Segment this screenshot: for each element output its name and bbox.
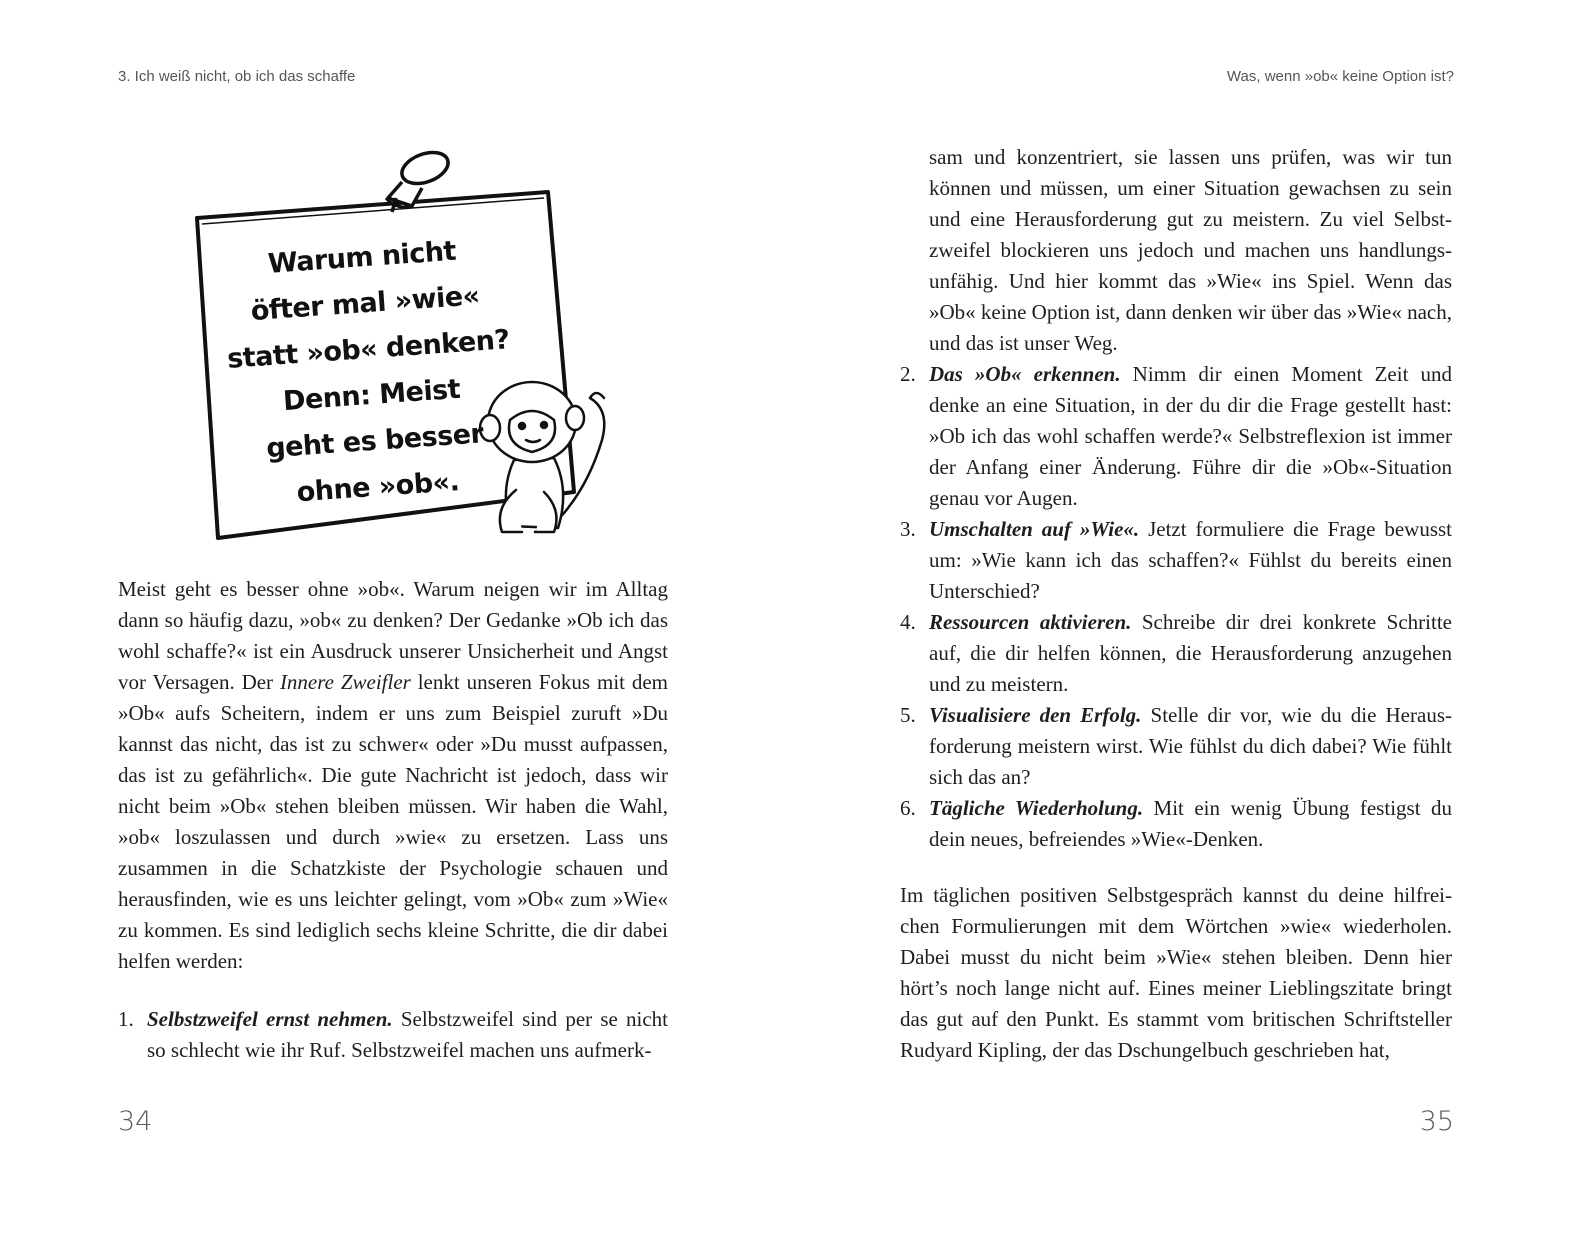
note-line: ohne »ob«.	[295, 466, 461, 509]
note-text	[181, 223, 559, 523]
list-number: 4.	[900, 610, 916, 634]
pinned-note-illustration	[150, 140, 650, 570]
list-number: 1.	[118, 1007, 134, 1031]
list-item	[900, 514, 1452, 607]
step-title: Tägliche Wiederholung.	[929, 796, 1144, 820]
inner-doubter-term: Innere Zweifler	[279, 670, 411, 694]
note-line: statt »ob« denken?	[226, 324, 511, 375]
step-title: Visualisiere den Erfolg.	[929, 703, 1142, 727]
note-line: Warum nicht	[266, 235, 457, 280]
steps-list-right	[900, 142, 1452, 855]
page-number-left: 34	[118, 1106, 153, 1137]
list-item	[900, 793, 1452, 855]
steps-list-left	[118, 1004, 668, 1066]
step-1-continued: sam und konzentriert, sie lassen uns prüfen, was wir tun können und müssen, um einer Situation gewachsen zu sein und eine Herausforderung gut zu meistern. Zu viel Selbstzweifel blockieren uns jedoch und machen uns handlungsunfähig. Und hier kommt das »Wie« ins Spiel. Wenn das »Ob« keine Option ist, dann denken wir über das »Wie« nach, und das ist unser Weg.	[929, 145, 1452, 355]
list-number: 6.	[900, 796, 916, 820]
note-line: geht es besser	[265, 418, 485, 465]
note-line: öfter mal »wie«	[249, 280, 481, 328]
list-number: 5.	[900, 703, 916, 727]
list-number: 2.	[900, 362, 916, 386]
list-item	[118, 1004, 668, 1066]
step-text: Mit ein wenig Übung festigst du dein neues, befreiendes »Wie«-Denken.	[929, 796, 1452, 851]
step-text: Jetzt formuliere die Frage bewusst um: »Wie kann ich das schaffen?« Fühlst du bereits einen Unterschied?	[929, 517, 1452, 603]
running-header-right: Was, wenn »ob« keine Option ist?	[1226, 68, 1454, 85]
list-item	[900, 359, 1452, 514]
list-number: 3.	[900, 517, 916, 541]
intro-paragraph: Meist geht es besser ohne »ob«. Warum neigen wir im Alltag dann so häufig dazu, »ob« zu denken? Der Gedanke »Ob ich das wohl schaffe?« ist ein Ausdruck unserer Unsicherheit und Angst vor Versagen. Der Innere Zweifler lenkt unseren Fokus mit dem »Ob« aufs Scheitern, indem er uns zum Beispiel zuruft »Du kannst das nicht, das ist zu schwer« oder »Du musst aufpassen, das ist zu gefährlich«. Die gute Nachricht ist jedoch, dass wir nicht beim »Ob« stehen bleiben müssen. Wir haben die Wahl, »ob« loszulassen und durch »wie« zu ersetzen. Lass uns zusammen in die Schatzkiste der Psychologie schauen und herausfinden, wie es uns leichter gelingt, vom »Ob« zum »Wie« zu kommen. Es sind lediglich sechs kleine Schritte, die dir dabei helfen werden:	[118, 577, 669, 973]
step-text: Schreibe dir drei konkrete Schritte auf, die dir helfen können, die Herausforderung anzugehen und zu meistern.	[929, 610, 1452, 696]
list-item	[900, 607, 1452, 700]
note-line: Denn: Meist	[282, 373, 462, 418]
step-text: Selbstzweifel sind per se nicht so schlecht wie ihr Ruf. Selbstzweifel machen uns aufmerk-	[147, 1007, 668, 1062]
step-text: Nimm dir einen Moment Zeit und denke an eine Situation, in der du dir die Frage gestellt hast: »Ob ich das wohl schaffen werde?« Selbstreflexion ist immer der Anfang einer Änderung. Führe dir die »Ob«-Situation genau vor Augen.	[929, 362, 1452, 510]
running-header-left: 3. Ich weiß nicht, ob ich das schaffe	[118, 68, 356, 85]
step-title: Selbstzweifel ernst nehmen.	[147, 1007, 393, 1031]
step-title: Das »Ob« erkennen.	[929, 362, 1121, 386]
step-title: Umschalten auf »Wie«.	[929, 517, 1140, 541]
step-title: Ressourcen aktivieren.	[929, 610, 1132, 634]
step-text: Stelle dir vor, wie du die Herausforderung meistern wirst. Wie fühlst du dich dabei? Wie fühlt sich das an?	[929, 703, 1452, 789]
page-number-right: 35	[1419, 1106, 1454, 1137]
closing-paragraph: Im täglichen positiven Selbstgespräch kannst du deine hilfreichen Formulierungen mit dem Wörtchen »wie« wiederholen. Dabei musst du nicht beim »Wie« stehen bleiben. Denn hier hört’s noch lange nicht auf. Eines meiner Lieblingszitate bringt das gut auf den Punkt. Es stammt vom britischen Schriftsteller Rudyard Kipling, der das Dschungelbuch geschrieben hat,	[900, 883, 1452, 1062]
list-item	[900, 700, 1452, 793]
right-page	[797, 0, 1594, 1240]
